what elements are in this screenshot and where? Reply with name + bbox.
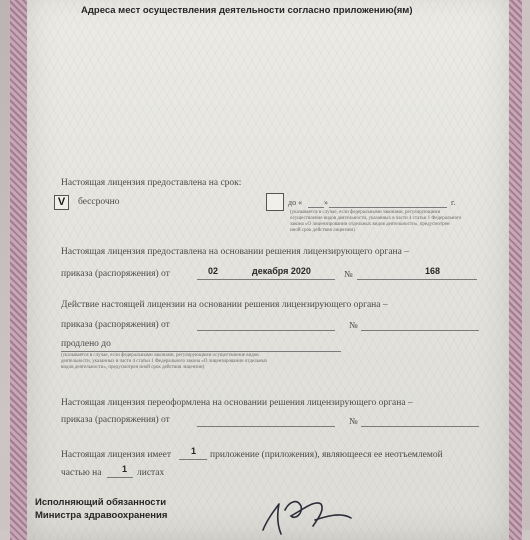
grant-day: 02 bbox=[208, 266, 219, 276]
validity-number-line bbox=[361, 330, 479, 331]
grant-number-line bbox=[357, 279, 477, 280]
until-year-suffix: г. bbox=[451, 198, 456, 207]
grant-line-1: Настоящая лицензия предоставлена на основании решения лицензирующего органа – bbox=[61, 247, 409, 257]
until-day-line bbox=[308, 207, 324, 208]
grant-month-year: декабря 2020 bbox=[252, 266, 311, 276]
appendix-sheets: 1 bbox=[122, 464, 128, 474]
until-date-line bbox=[329, 207, 447, 208]
validity-note: (указывается в случае, если федеральными законами, регулирующими осуществление видов деятельности, указанных в части 4 статьи 1 Федерального закона «О лицензировании отдельных видов деятельности», предусмотрен иной срок действия лицензии) bbox=[61, 353, 268, 370]
indefinite-checkbox: V bbox=[54, 195, 69, 210]
until-checkbox bbox=[266, 193, 284, 211]
grant-line-2: приказа (распоряжения) от bbox=[61, 269, 170, 279]
validity-line-1: Действие настоящей лицензии на основании решения лицензирующего органа – bbox=[61, 300, 388, 310]
indefinite-label: бессрочно bbox=[78, 197, 120, 207]
grant-number: 168 bbox=[425, 266, 441, 276]
extended-line bbox=[61, 351, 341, 352]
validity-number-label: № bbox=[349, 320, 358, 330]
grant-date-line bbox=[197, 279, 335, 280]
reissue-line-1: Настоящая лицензия переоформлена на основании решения лицензирующего органа – bbox=[61, 398, 413, 408]
signatory-line-2: Министра здравоохранения bbox=[35, 510, 168, 521]
handwritten-signature bbox=[255, 490, 375, 535]
reissue-number-line bbox=[361, 426, 479, 427]
appendix-prefix: Настоящая лицензия имеет bbox=[61, 450, 172, 460]
license-sheet bbox=[27, 0, 509, 540]
appendix-sheets-label: листах bbox=[137, 468, 165, 478]
reissue-number-label: № bbox=[349, 416, 358, 426]
until-quote: » bbox=[324, 198, 328, 207]
reissue-date-line bbox=[197, 426, 335, 427]
signatory-line-1: Исполняющий обязанности bbox=[35, 497, 167, 508]
appendix-count-line bbox=[179, 459, 207, 460]
validity-date-line bbox=[197, 330, 335, 331]
extended-label: продлено до bbox=[61, 339, 111, 349]
reissue-line-2: приказа (распоряжения) от bbox=[61, 415, 170, 425]
grant-number-label: № bbox=[344, 269, 353, 279]
appendix-part-prefix: частью на bbox=[61, 468, 102, 478]
until-label: до « bbox=[288, 198, 303, 207]
until-note: (указывается в случае, если федеральными законами, регулирующими осуществление видов деятельности, указанных в части 4 статьи 1 Федерального закона «О лицензировании отдельных видов деятельности», предусмотрен иной срок действия лицензии) bbox=[290, 210, 462, 233]
addresses-title: Адреса мест осуществления деятельности согласно приложению(ям) bbox=[81, 5, 413, 16]
term-label: Настоящая лицензия предоставлена на срок: bbox=[61, 178, 242, 188]
appendix-sheets-line bbox=[107, 477, 133, 478]
appendix-count: 1 bbox=[191, 446, 197, 456]
validity-line-2: приказа (распоряжения) от bbox=[61, 320, 170, 330]
appendix-suffix: приложение (приложения), являющееся ее неотъемлемой bbox=[210, 450, 443, 460]
